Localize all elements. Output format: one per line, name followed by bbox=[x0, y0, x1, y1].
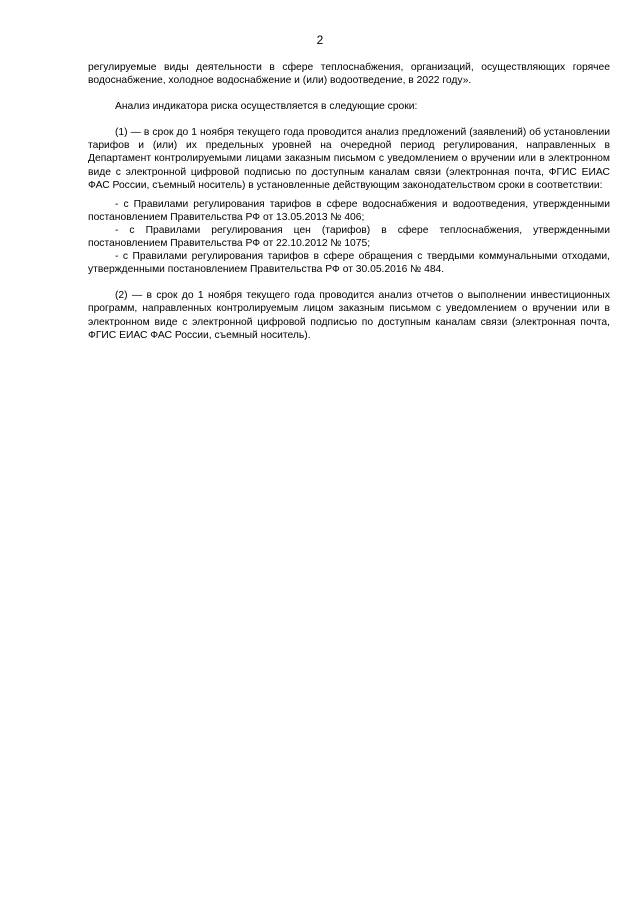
paragraph-item-2: (2) — в срок до 1 ноября текущего года проводится анализ отчетов о выполнении инвестиционных программ, направленных контролируемым лицом заказным письмом с уведомлением о вручении или в электронном виде с электронной цифровой подписью по доступным каналам связи (электронная почта, ФГИС ЕИАС ФАС России, съемный носитель). bbox=[88, 290, 610, 341]
paragraph-analysis-intro: Анализ индикатора риска осуществляется в следующие сроки: bbox=[115, 101, 418, 113]
paragraph-continuation: регулируемые виды деятельности в сфере теплоснабжения, организаций, осуществляющих горячее водоснабжение, холодное водоснабжение и (или) водоотведение, в 2022 году». bbox=[88, 62, 610, 87]
list-item-waste-rules: - с Правилами регулирования тарифов в сфере обращения с твердыми коммунальными отходами, утвержденными постановлением Правительства РФ от 30.05.2016 № 484. bbox=[88, 251, 610, 276]
document-body bbox=[88, 61, 610, 342]
list-item-water-rules: - с Правилами регулирования тарифов в сфере водоснабжения и водоотведения, утвержденными постановлением Правительства РФ от 13.05.2013 № 406; bbox=[88, 198, 610, 223]
list-item-heat-rules: - с Правилами регулирования цен (тарифов) в сфере теплоснабжения, утвержденными постановлением Правительства РФ от 22.10.2012 № 1075; bbox=[88, 224, 610, 250]
paragraph-item-1: (1) — в срок до 1 ноября текущего года проводится анализ предложений (заявлений) об установлении тарифов и (или) их предельных уровней на очередной период регулирования, направленных в Департамент контролируемыми лицами заказным письмом с уведомлением о вручении или в электронном виде с электронной цифровой подписью по доступным каналам связи (электронная почта, ФГИС ЕИАС ФАС России, съемный носитель) в установленные действующим законодательством сроки в соответствии: bbox=[88, 127, 610, 191]
page-number: 2 bbox=[316, 33, 324, 47]
